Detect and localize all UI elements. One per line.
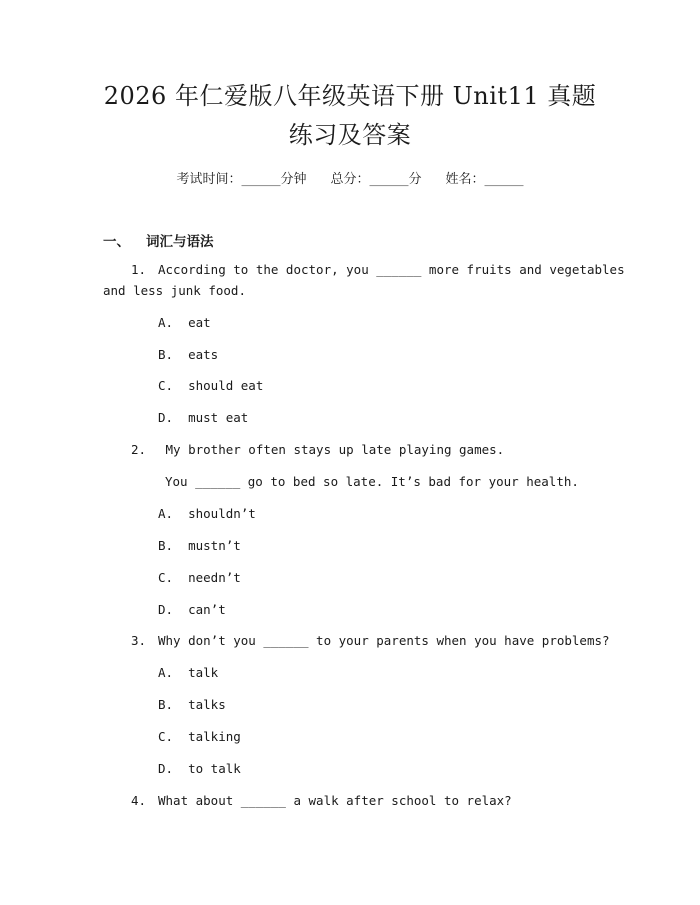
question-text: My brother often stays up late playing games.	[158, 442, 505, 457]
answer-option: C. needn’t	[158, 570, 241, 585]
answer-option: C. talking	[158, 729, 241, 744]
answer-option: A. talk	[158, 665, 219, 680]
question-number: 4.	[131, 793, 147, 808]
section-number: 一、	[103, 234, 130, 250]
answer-option: D. to talk	[158, 761, 241, 776]
question-subtext: You ______ go to bed so late. It’s bad for your health.	[165, 474, 579, 489]
question-text: According to the doctor, you ______ more fruits and vegetables	[158, 262, 625, 277]
document-title-line-2: 练习及答案	[288, 121, 412, 149]
answer-option: D. can’t	[158, 602, 226, 617]
exam-time-field: 考试时间：______分钟	[176, 172, 307, 187]
question-number: 1.	[131, 262, 147, 277]
question-text: What about ______ a walk after school to relax?	[158, 793, 512, 808]
question-number: 2.	[131, 442, 147, 457]
exam-meta-row	[0, 168, 700, 187]
answer-option: A. eat	[158, 315, 211, 330]
exam-score-field: 总分：______分	[330, 172, 422, 187]
question-text-continued: and less junk food.	[103, 283, 246, 298]
answer-option: D. must eat	[158, 410, 249, 425]
answer-option: B. mustn’t	[158, 538, 241, 553]
question-number: 3.	[131, 633, 147, 648]
student-name-field: 姓名：______	[445, 172, 524, 187]
section-title: 词汇与语法	[146, 234, 214, 250]
answer-option: C. should eat	[158, 378, 264, 393]
answer-option: A. shouldn’t	[158, 506, 256, 521]
answer-option: B. eats	[158, 347, 219, 362]
question-text: Why don’t you ______ to your parents when you have problems?	[158, 633, 610, 648]
document-title-line-1: 2026 年仁爱版八年级英语下册 Unit11 真题	[103, 82, 597, 110]
answer-option: B. talks	[158, 697, 226, 712]
section-heading	[103, 230, 214, 250]
